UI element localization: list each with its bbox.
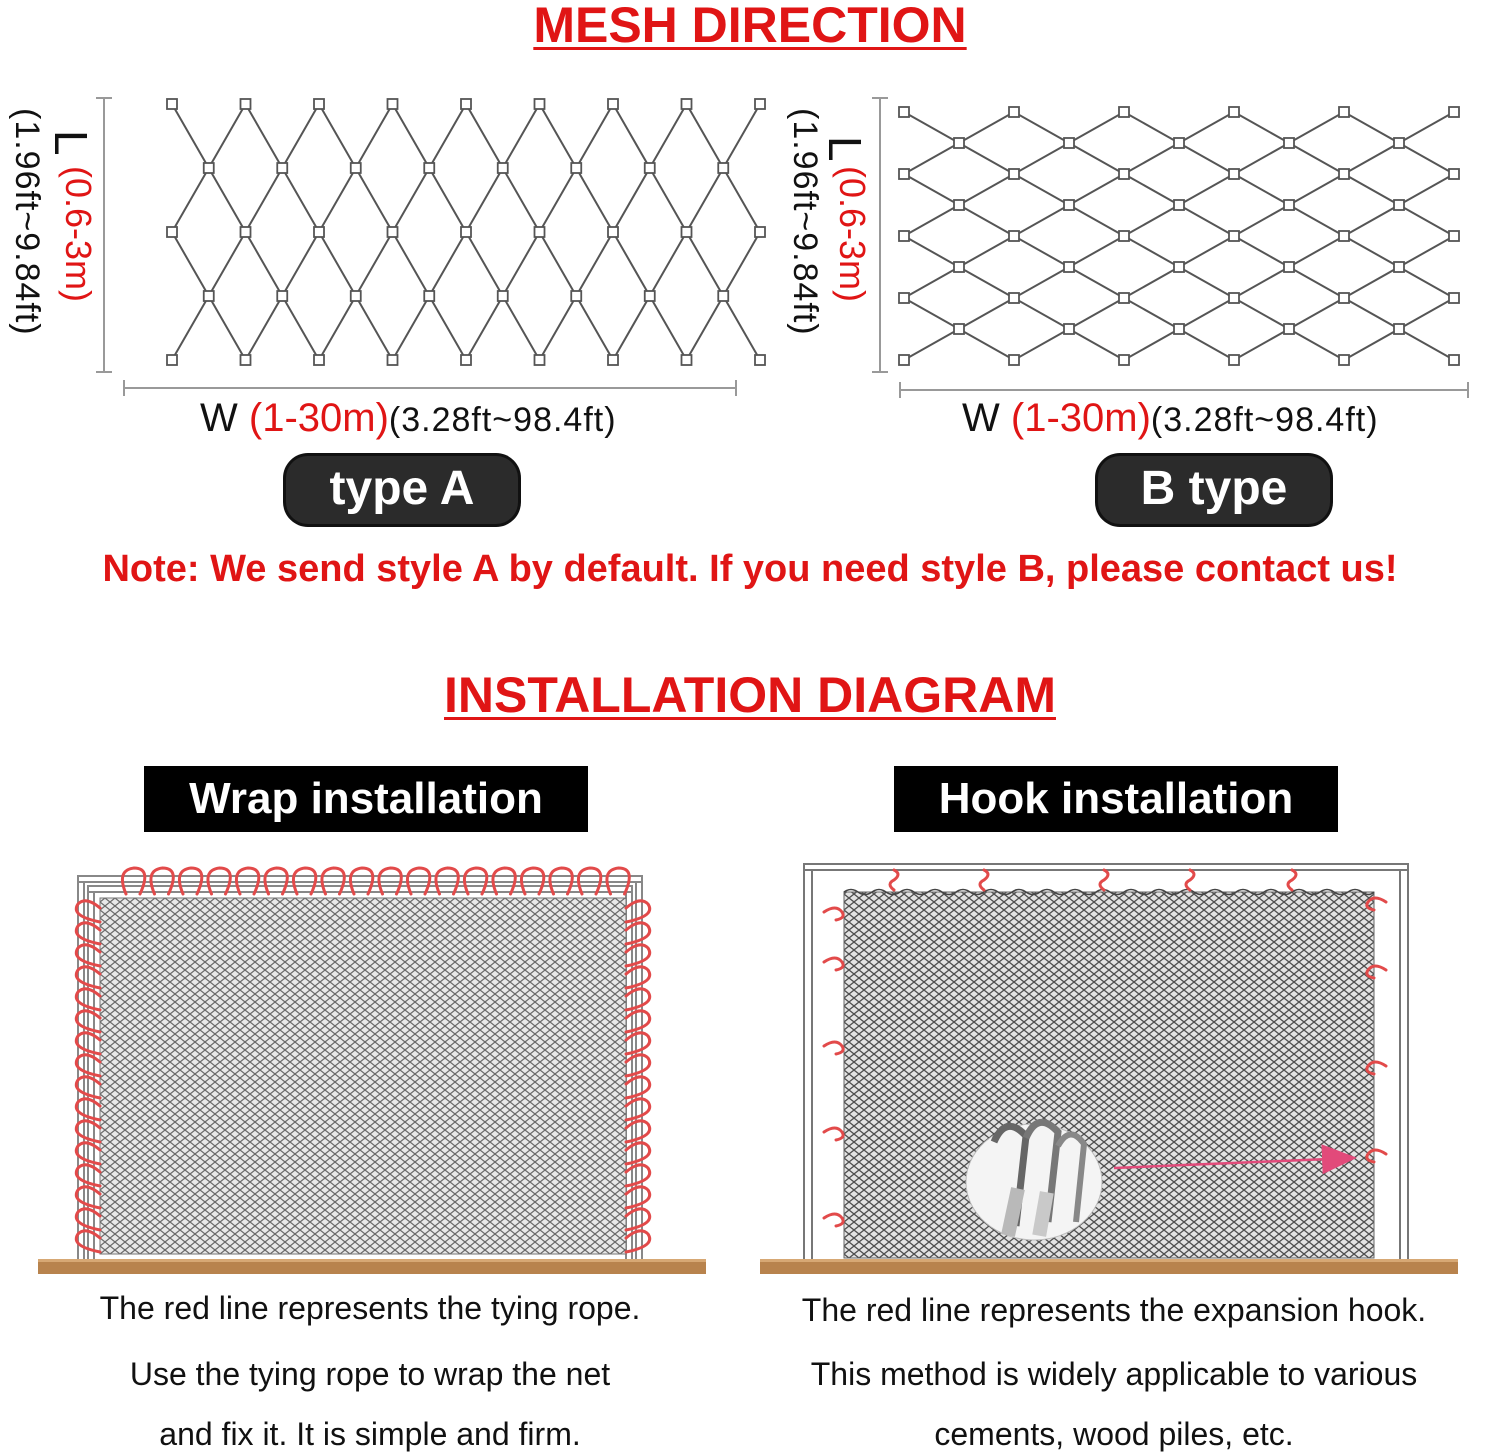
type-a-knot	[388, 227, 398, 237]
type-a-net-knots	[167, 99, 765, 365]
type-b-knot	[1119, 107, 1129, 117]
type-b-knot	[1174, 262, 1184, 272]
type-b-knot	[1449, 231, 1459, 241]
type-b-knot	[954, 138, 964, 148]
type-a-knot	[718, 291, 728, 301]
expansion-hook-image	[966, 1122, 1102, 1240]
type-b-knot	[1284, 262, 1294, 272]
type-a-knot	[241, 99, 251, 109]
type-a-knot	[388, 99, 398, 109]
type-a-knot	[388, 355, 398, 365]
type-b-knot	[1009, 169, 1019, 179]
default-style-note: Note: We send style A by default. If you need style B, please contact us!	[102, 548, 1398, 590]
type-b-knot	[1229, 107, 1239, 117]
type-b-knot	[1339, 293, 1349, 303]
type-b-knot	[1009, 231, 1019, 241]
expansion-hook-mark	[824, 908, 843, 920]
type-a-width-dimension	[200, 398, 617, 438]
type-a-knot	[314, 227, 324, 237]
type-b-knot	[1339, 169, 1349, 179]
wrap-caption-line-1: The red line represents the tying rope.	[99, 1290, 641, 1326]
type-a-knot	[241, 227, 251, 237]
type-a-length-imperial: (1.96ft~9.84ft)	[8, 108, 46, 336]
type-b-length-metric: (0.6-3m)	[832, 166, 873, 303]
type-b-knot	[1394, 262, 1404, 272]
type-a-knot	[682, 355, 692, 365]
type-a-knot	[498, 291, 508, 301]
expansion-hook-mark	[890, 870, 898, 890]
wrap-caption-line-3: and fix it. It is simple and firm.	[159, 1416, 581, 1452]
type-a-knot	[424, 291, 434, 301]
type-b-knot	[1119, 231, 1129, 241]
type-b-knot	[1064, 138, 1074, 148]
type-b-knot	[1119, 169, 1129, 179]
type-a-knot	[571, 163, 581, 173]
type-a-knot	[498, 163, 508, 173]
mesh-direction-title: MESH DIRECTION	[533, 0, 967, 53]
type-b-knot	[1174, 200, 1184, 210]
type-b-knot	[899, 169, 909, 179]
type-b-width-metric: (1-30m)	[1010, 396, 1151, 440]
expansion-hook-mark	[1288, 870, 1296, 890]
type-b-knot	[1394, 200, 1404, 210]
type-b-knot	[1119, 355, 1129, 365]
type-b-knot	[954, 324, 964, 334]
type-b-knot	[1339, 231, 1349, 241]
type-a-knot	[461, 227, 471, 237]
type-b-knot	[954, 200, 964, 210]
type-b-net-lines	[904, 112, 1454, 360]
type-b-knot	[1339, 107, 1349, 117]
type-a-knot	[167, 355, 177, 365]
type-a-knot	[535, 99, 545, 109]
type-b-badge: B type	[1098, 456, 1330, 524]
expansion-hook-mark	[824, 1042, 843, 1054]
expansion-hook-mark	[824, 1214, 843, 1226]
type-a-mesh-diagram	[0, 80, 740, 390]
type-b-knot	[1009, 355, 1019, 365]
type-b-knot	[1449, 169, 1459, 179]
type-a-knot	[755, 227, 765, 237]
type-b-length-imperial: (1.96ft~9.84ft)	[786, 108, 824, 336]
type-b-knot	[899, 107, 909, 117]
type-a-width-metric: (1-30m)	[248, 396, 389, 440]
type-a-knot	[755, 99, 765, 109]
type-a-knot	[718, 163, 728, 173]
type-a-knot	[277, 291, 287, 301]
type-b-knot	[1229, 169, 1239, 179]
type-a-knot	[461, 99, 471, 109]
type-b-knot	[1449, 107, 1459, 117]
hook-installation-illustration	[754, 842, 1464, 1282]
type-a-knot	[682, 99, 692, 109]
type-b-knot	[899, 355, 909, 365]
type-b-knot	[1174, 138, 1184, 148]
type-b-length-label: L	[819, 136, 871, 162]
hook-installation-label: Hook installation	[894, 766, 1338, 832]
type-b-knot	[1229, 293, 1239, 303]
type-b-knot	[1284, 324, 1294, 334]
wrap-installation-illustration	[30, 842, 710, 1282]
type-a-knot	[682, 227, 692, 237]
type-a-knot	[351, 163, 361, 173]
type-a-knot	[204, 291, 214, 301]
type-a-knot	[461, 355, 471, 365]
type-a-knot	[645, 291, 655, 301]
type-b-knot	[1064, 200, 1074, 210]
type-b-knot	[899, 293, 909, 303]
type-a-knot	[277, 163, 287, 173]
type-b-knot	[1009, 107, 1019, 117]
type-a-width-imperial: (3.28ft~98.4ft)	[388, 401, 617, 439]
expansion-hook-mark	[824, 1128, 843, 1140]
type-b-knot	[1284, 138, 1294, 148]
type-a-knot	[535, 355, 545, 365]
type-b-knot	[1009, 293, 1019, 303]
type-b-knot	[1064, 262, 1074, 272]
expansion-hook-mark	[980, 870, 988, 890]
type-a-badge: type A	[286, 456, 518, 524]
expansion-hook-mark	[824, 958, 843, 970]
type-b-width-imperial: (3.28ft~98.4ft)	[1150, 401, 1379, 439]
type-b-knot	[954, 262, 964, 272]
type-a-knot	[571, 291, 581, 301]
type-a-length-metric: (0.6-3m)	[58, 166, 99, 303]
type-b-knot	[1064, 324, 1074, 334]
type-b-knot	[1394, 324, 1404, 334]
type-b-net-knots	[899, 107, 1459, 365]
type-a-knot	[535, 227, 545, 237]
type-a-knot	[608, 355, 618, 365]
type-a-knot	[167, 227, 177, 237]
type-b-mesh-diagram	[870, 80, 1490, 390]
type-b-width-label: W	[962, 396, 1000, 440]
wrap-caption-line-2: Use the tying rope to wrap the net	[129, 1356, 611, 1392]
type-a-length-label: L	[45, 130, 97, 156]
type-a-knot	[314, 99, 324, 109]
type-b-knot	[1284, 200, 1294, 210]
type-a-knot	[241, 355, 251, 365]
type-b-knot	[1394, 138, 1404, 148]
type-a-knot	[424, 163, 434, 173]
hook-caption-line-1: The red line represents the expansion hook.	[801, 1292, 1427, 1328]
type-a-knot	[645, 163, 655, 173]
type-a-knot	[755, 355, 765, 365]
installation-diagram-title: INSTALLATION DIAGRAM	[444, 667, 1056, 723]
type-b-knot	[1229, 355, 1239, 365]
type-b-knot	[899, 231, 909, 241]
hook-caption-line-2: This method is widely applicable to various	[810, 1356, 1418, 1392]
expansion-hook-mark	[1186, 870, 1194, 890]
type-b-knot	[1449, 293, 1459, 303]
hook-caption-line-3: cements, wood piles, etc.	[934, 1416, 1294, 1452]
type-a-knot	[608, 99, 618, 109]
type-a-width-label: W	[200, 396, 238, 440]
wrap-installation-label: Wrap installation	[144, 766, 588, 832]
type-b-knot	[1449, 355, 1459, 365]
type-a-knot	[608, 227, 618, 237]
type-b-knot	[1174, 324, 1184, 334]
type-b-width-dimension	[962, 398, 1379, 438]
type-b-knot	[1229, 231, 1239, 241]
type-a-knot	[204, 163, 214, 173]
type-b-knot	[1119, 293, 1129, 303]
type-b-knot	[1339, 355, 1349, 365]
expansion-hook-mark	[1100, 870, 1108, 890]
type-a-knot	[167, 99, 177, 109]
type-a-knot	[314, 355, 324, 365]
type-a-knot	[351, 291, 361, 301]
